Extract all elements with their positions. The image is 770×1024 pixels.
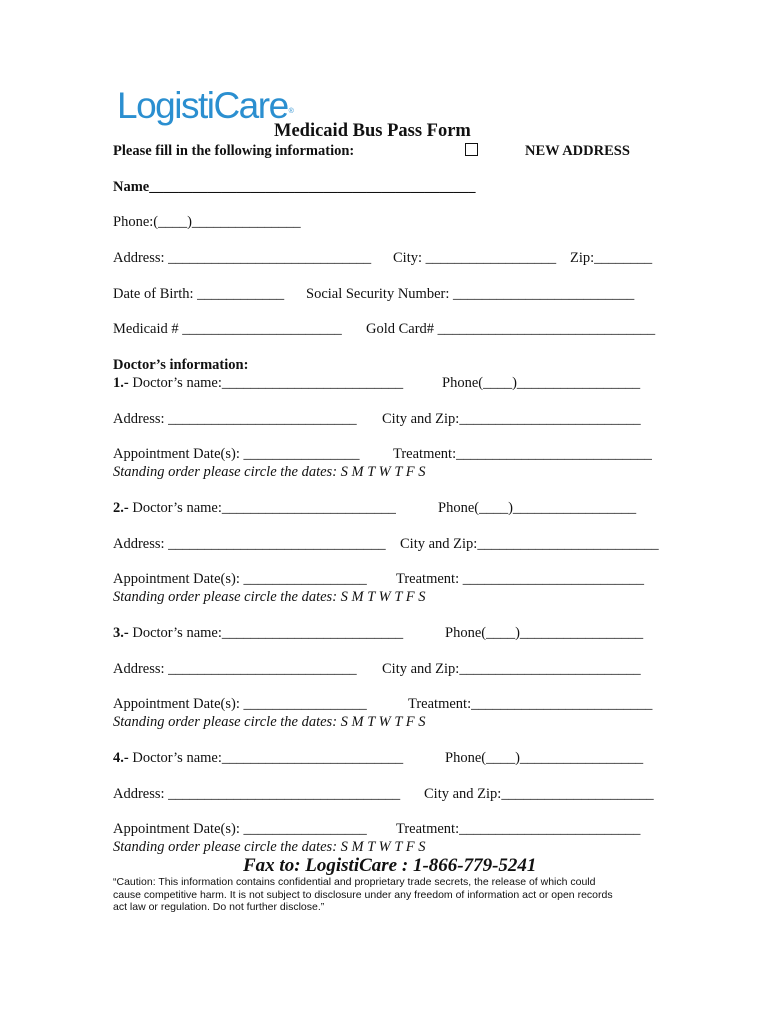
doctor-3-address-field[interactable]: Address: __________________________	[113, 661, 357, 677]
doctor-2-phone-field[interactable]: Phone(____)_________________	[438, 500, 637, 516]
doctor-2-appointment-field[interactable]: Appointment Date(s): _________________	[113, 571, 367, 587]
doctor-3-number: 3.-	[113, 625, 129, 641]
doctor-3-name-field[interactable]	[113, 624, 403, 642]
doctor-3-treatment-field[interactable]: Treatment:_________________________	[408, 696, 653, 712]
doctor-3-name-label: Doctor’s name:_________________________	[128, 625, 404, 641]
doctor-3-appointment-field[interactable]: Appointment Date(s): _________________	[113, 696, 367, 712]
form-title: Medicaid Bus Pass Form	[274, 121, 471, 141]
doctor-3-city-zip-field[interactable]: City and Zip:_________________________	[382, 661, 641, 677]
doctor-2-treatment-field[interactable]: Treatment: _________________________	[396, 571, 644, 587]
fill-instruction: Please fill in the following information:	[113, 143, 355, 159]
doctor-1-name-field[interactable]	[113, 374, 403, 392]
dob-field[interactable]: Date of Birth: ____________	[113, 286, 285, 302]
doctor-4-phone-field[interactable]: Phone(____)_________________	[445, 750, 644, 766]
doctor-4-standing-order: Standing order please circle the dates: S M T W T F S	[113, 839, 426, 855]
doctor-3-phone-field[interactable]: Phone(____)_________________	[445, 625, 644, 641]
logo-text: LogistiCare	[117, 85, 288, 126]
doctors-heading: Doctor’s information:	[113, 357, 249, 373]
doctor-4-address-field[interactable]: Address: ________________________________	[113, 786, 401, 802]
zip-field[interactable]: Zip:________	[570, 250, 653, 266]
ssn-field[interactable]: Social Security Number: _________________________	[306, 286, 635, 302]
address-field[interactable]: Address: ____________________________	[113, 250, 372, 266]
doctor-1-name-label: Doctor’s name:_________________________	[128, 375, 404, 391]
new-address-label: NEW ADDRESS	[525, 143, 630, 159]
doctor-2-number: 2.-	[113, 500, 129, 516]
doctor-4-number: 4.-	[113, 750, 129, 766]
caution-notice: “Caution: This information contains confidential and proprietary trade secrets, the release of which could cause competitive harm. It is not subject to disclosure under any freedom of information act or open records act law or regulation. Do not further disclose.”	[113, 876, 613, 913]
doctor-1-appointment-field[interactable]: Appointment Date(s): ________________	[113, 446, 360, 462]
gold-card-field[interactable]: Gold Card# ______________________________	[366, 321, 656, 337]
doctor-1-standing-order: Standing order please circle the dates: S M T W T F S	[113, 464, 426, 480]
medicaid-field[interactable]: Medicaid # ______________________	[113, 321, 342, 337]
doctor-2-standing-order: Standing order please circle the dates: S M T W T F S	[113, 589, 426, 605]
doctor-2-name-label: Doctor’s name:________________________	[128, 500, 396, 516]
doctor-4-name-label: Doctor’s name:_________________________	[128, 750, 404, 766]
doctor-4-name-field[interactable]	[113, 749, 403, 767]
doctor-2-name-field[interactable]	[113, 499, 396, 517]
doctor-1-treatment-field[interactable]: Treatment:___________________________	[393, 446, 652, 462]
doctor-2-address-field[interactable]: Address: ______________________________	[113, 536, 386, 552]
doctor-4-city-zip-field[interactable]: City and Zip:_____________________	[424, 786, 654, 802]
doctor-4-treatment-field[interactable]: Treatment:_________________________	[396, 821, 641, 837]
doctor-2-city-zip-field[interactable]: City and Zip:_________________________	[400, 536, 659, 552]
doctor-1-city-zip-field[interactable]: City and Zip:_________________________	[382, 411, 641, 427]
name-field[interactable]: Name_____________________________________________	[113, 179, 476, 195]
city-field[interactable]: City: __________________	[393, 250, 557, 266]
registered-mark: ®	[288, 108, 294, 115]
new-address-checkbox[interactable]	[465, 143, 478, 156]
doctor-1-phone-field[interactable]: Phone(____)_________________	[442, 375, 641, 391]
doctor-1-address-field[interactable]: Address: __________________________	[113, 411, 357, 427]
doctor-3-standing-order: Standing order please circle the dates: S M T W T F S	[113, 714, 426, 730]
phone-field[interactable]: Phone:(____)_______________	[113, 214, 301, 230]
fax-number: Fax to: LogistiCare : 1-866-779-5241	[243, 855, 537, 876]
logisticare-logo	[117, 86, 294, 126]
doctor-4-appointment-field[interactable]: Appointment Date(s): _________________	[113, 821, 367, 837]
doctor-1-number: 1.-	[113, 375, 129, 391]
